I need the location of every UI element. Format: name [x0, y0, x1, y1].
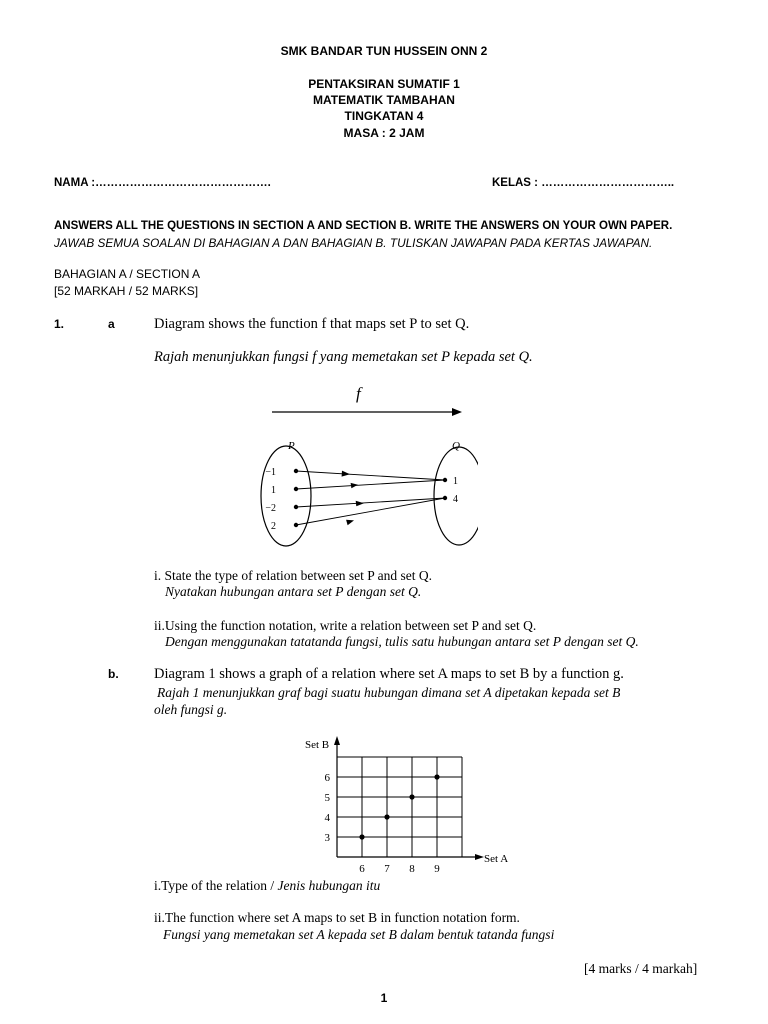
class-field: KELAS : …………………………….. — [492, 177, 675, 189]
part-b-ii-en: ii.The function where set A maps to set B in function notation form. — [154, 910, 520, 925]
part-a-text-ms: Rajah menunjukkan fungsi f yang memetakan set P kepada set Q. — [154, 349, 533, 365]
x-tick-label: 8 — [409, 863, 415, 875]
assessment-title: PENTAKSIRAN SUMATIF 1 — [308, 77, 460, 91]
part-a-i-en: i. State the type of relation between set P and set Q. — [154, 568, 433, 583]
data-point — [409, 794, 414, 799]
x-tick-label: 7 — [384, 863, 390, 875]
set-p-ellipse — [261, 446, 311, 546]
p-element: 2 — [271, 521, 276, 532]
name-field: NAMA :………………………………………. — [54, 177, 271, 189]
page-number: 1 — [380, 991, 388, 1005]
question-number: 1. — [54, 317, 65, 331]
part-b-i: i.Type of the relation / Jenis hubungan itu — [154, 878, 381, 893]
data-point — [434, 774, 439, 779]
y-tick-label: 5 — [324, 792, 330, 804]
part-b-text-en: Diagram 1 shows a graph of a relation where set A maps to set B by a function g. — [154, 666, 624, 682]
instruction-ms: JAWAB SEMUA SOALAN DI BAHAGIAN A DAN BAHAGIAN B. TULISKAN JAWAPAN PADA KERTAS JAWAPAN. — [54, 236, 653, 250]
part-a-text-en: Diagram shows the function f that maps set P to set Q. — [154, 316, 470, 332]
data-point — [359, 834, 364, 839]
p-element: 1 — [271, 485, 276, 496]
x-tick-label: 9 — [434, 863, 440, 875]
part-a-i-ms: Nyatakan hubungan antara set P dengan set Q. — [165, 584, 422, 599]
set-q-label: Q — [452, 440, 460, 452]
function-f-label: f — [356, 384, 361, 403]
part-a-ii-en: ii.Using the function notation, write a relation between set P and set Q. — [154, 618, 537, 633]
school-name: SMK BANDAR TUN HUSSEIN ONN 2 — [280, 44, 488, 58]
q-element: 1 — [453, 476, 458, 487]
subject-title: MATEMATIK TAMBAHAN — [313, 93, 455, 107]
p-element: −2 — [265, 503, 276, 514]
q-element: 4 — [453, 494, 458, 505]
arrow-diagram — [254, 434, 478, 554]
y-axis-label: Set B — [305, 739, 330, 751]
marks-allocation: [4 marks / 4 markah] — [584, 961, 698, 976]
y-tick-label: 4 — [324, 812, 330, 824]
x-axis-label: Set A — [484, 853, 509, 865]
part-b-label: b. — [108, 667, 119, 681]
form-level: TINGKATAN 4 — [344, 109, 424, 123]
section-title: BAHAGIAN A / SECTION A — [54, 267, 201, 281]
duration: MASA : 2 JAM — [343, 126, 425, 140]
part-b-text-ms-1: Rajah 1 menunjukkan graf bagi suatu hubungan dimana set A dipetakan kepada set B — [157, 685, 621, 700]
part-a-label: a — [108, 317, 115, 331]
part-a-ii-ms: Dengan menggunakan tatatanda fungsi, tulis satu hubungan antara set P dengan set Q. — [165, 634, 639, 649]
y-tick-label: 3 — [324, 832, 330, 844]
part-b-ii-ms: Fungsi yang memetakan set A kepada set B dalam bentuk tatanda fungsi — [163, 927, 555, 942]
instruction-en: ANSWERS ALL THE QUESTIONS IN SECTION A AND SECTION B. WRITE THE ANSWERS ON YOUR OWN PAPER. — [54, 220, 673, 232]
p-element: −1 — [265, 467, 276, 478]
section-marks: [52 MARKAH / 52 MARKS] — [54, 284, 199, 298]
x-tick-label: 6 — [359, 863, 365, 875]
data-point — [384, 814, 389, 819]
relation-graph — [296, 732, 516, 876]
set-p-label: P — [288, 440, 295, 452]
y-tick-label: 6 — [324, 772, 330, 784]
part-b-text-ms-2: oleh fungsi g. — [154, 702, 228, 717]
function-arrow — [270, 404, 466, 420]
